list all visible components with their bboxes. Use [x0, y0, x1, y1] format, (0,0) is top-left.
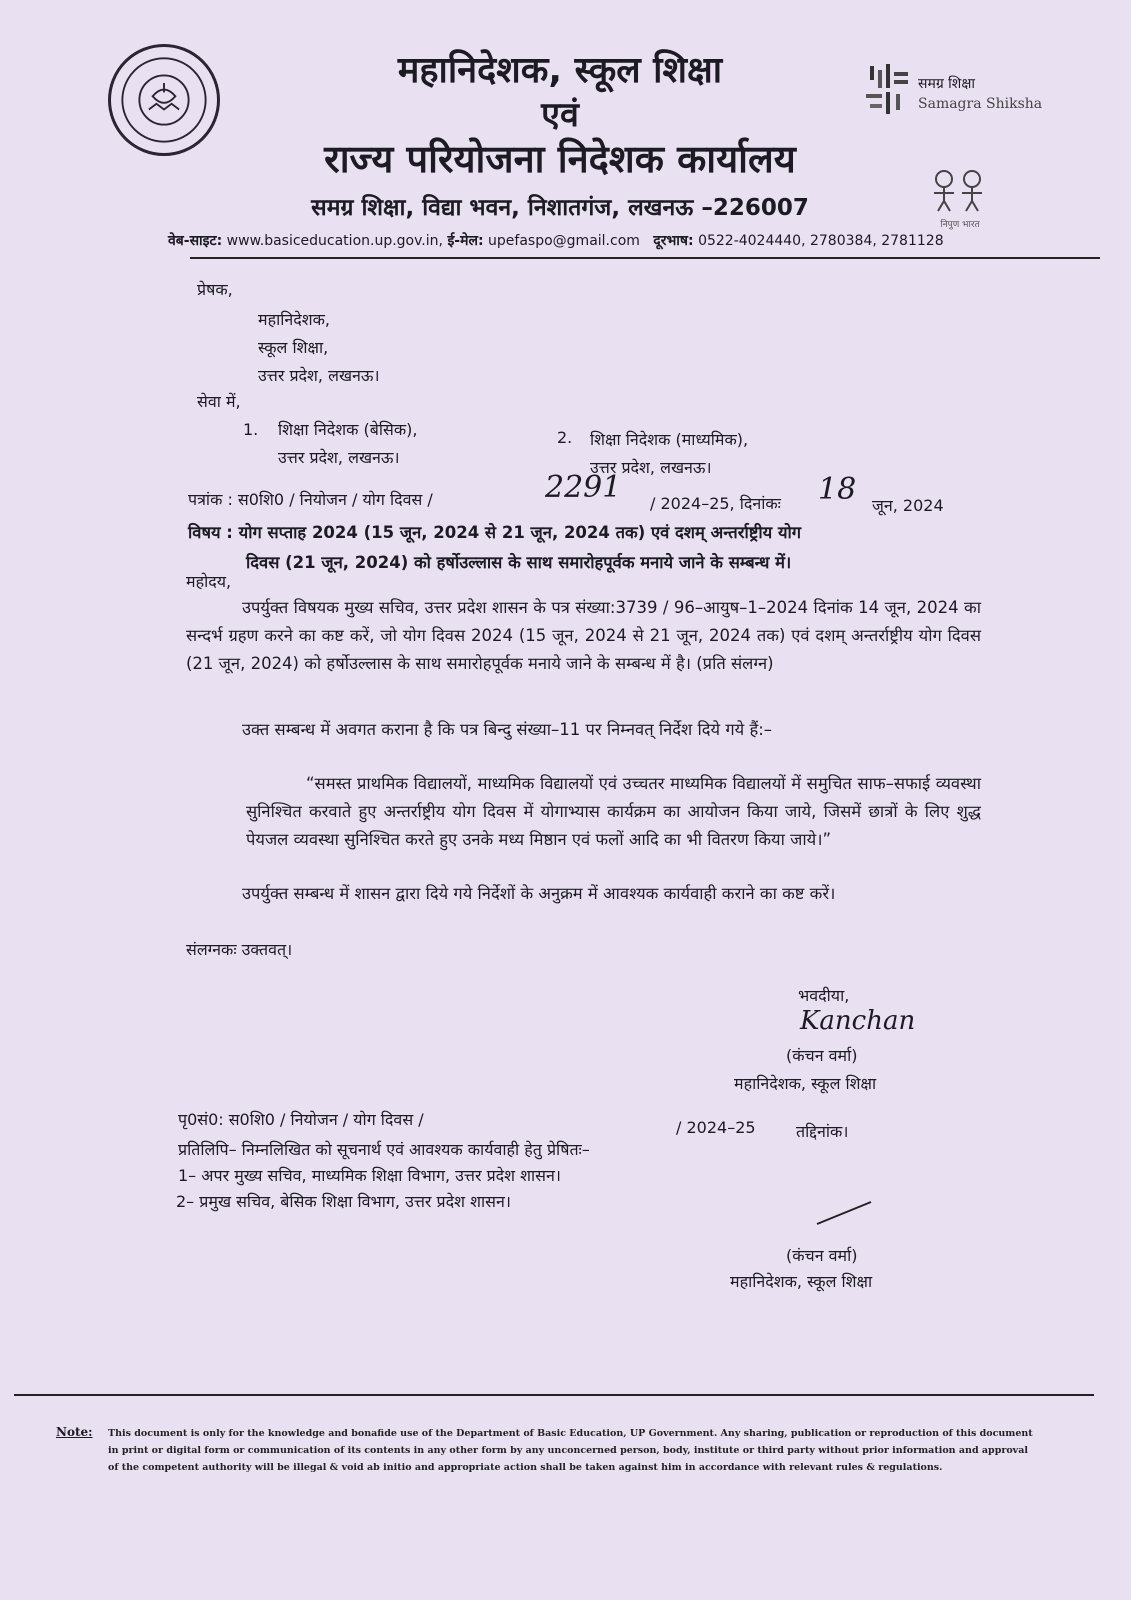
salutation: महोदय, [186, 572, 232, 591]
header-address: समग्र शिक्षा, विद्या भवन, निशातगंज, लखनऊ –226007 [311, 195, 809, 221]
header-title-line1: महानिदेशक, स्कूल शिक्षा [397, 50, 723, 91]
copy-signoff-designation: महानिदेशक, स्कूल शिक्षा [730, 1272, 873, 1291]
phone-numbers: 0522-4024440, 2780384, 2781128 [698, 233, 944, 249]
enclosure-line: संलग्नकः उक्तवत्। [186, 940, 293, 959]
samagra-hindi-label: समग्र शिक्षा [918, 76, 975, 92]
sender-line-3: उत्तर प्रदेश, लखनऊ। [258, 366, 380, 385]
body-paragraph-3: उपर्युक्त सम्बन्ध में शासन द्वारा दिये गये निर्देशों के अनुक्रम में आवश्यक कार्यवाही कराने का कष्ट करें। [242, 884, 836, 903]
samagra-shiksha-logo [866, 64, 1066, 124]
recipient-2-number: 2. [557, 428, 573, 447]
footer-divider [14, 1394, 1094, 1396]
subject-line-2: दिवस (21 जून, 2024) को हर्षोउल्लास के साथ समारोहपूर्वक मनाये जाने के सम्बन्ध में। [246, 553, 792, 572]
nipun-bharat-label: निपुण भारत [940, 220, 980, 230]
phone-label: दूरभाष: [653, 233, 694, 249]
sender-label: प्रेषक, [197, 280, 233, 299]
reference-date-handwritten: 18 [818, 472, 857, 507]
reference-year: / 2024–25, दिनांकः [650, 494, 781, 513]
recipient-2-line2: उत्तर प्रदेश, लखनऊ। [590, 458, 712, 477]
nipun-bharat-logo [920, 165, 1000, 235]
reference-month: जून, 2024 [872, 496, 944, 515]
footer-note-label: Note: [56, 1425, 93, 1439]
samagra-logo-icon [866, 64, 914, 120]
header-title-line2: एवं [541, 95, 579, 135]
copy-item-2: 2– प्रमुख सचिव, बेसिक शिक्षा विभाग, उत्तर प्रदेश शासन। [176, 1192, 511, 1211]
samagra-english-label: Samagra Shiksha [918, 96, 1043, 112]
signoff-designation: महानिदेशक, स्कूल शिक्षा [734, 1074, 877, 1093]
recipients-label: सेवा में, [197, 392, 241, 411]
reference-number-handwritten: 2291 [545, 470, 622, 505]
closing: भवदीया, [798, 986, 850, 1005]
copy-reference-year: / 2024–25 [676, 1118, 756, 1137]
subject-line-1: विषय : योग सप्ताह 2024 (15 जून, 2024 से 21 जून, 2024 तक) एवं दशम् अन्तर्राष्ट्रीय योग [188, 523, 802, 542]
sender-line-2: स्कूल शिक्षा, [258, 338, 329, 357]
copy-signoff-name: (कंचन वर्मा) [786, 1246, 858, 1265]
signoff-name: (कंचन वर्मा) [786, 1046, 858, 1065]
header-divider [190, 257, 1100, 259]
children-icon [920, 165, 1000, 215]
email-link[interactable]: upefaspo@gmail.com [488, 233, 640, 249]
body-paragraph-2: उक्त सम्बन्ध में अवगत कराना है कि पत्र बिन्दु संख्या–11 पर निम्नवत् निर्देश दिये गये हैं:– [242, 720, 773, 739]
recipient-1-line1: शिक्षा निदेशक (बेसिक), [278, 420, 418, 439]
copy-reference: पृ0सं0: स0शि0 / नियोजन / योग दिवस / [178, 1110, 424, 1129]
header-title-line3: राज्य परियोजना निदेशक कार्यालय [324, 137, 796, 181]
initials-mark [815, 1198, 875, 1228]
signature: Kanchan [800, 1006, 916, 1036]
recipient-2-line1: शिक्षा निदेशक (माध्यमिक), [590, 430, 749, 449]
email-label: ई-मेल: [447, 233, 484, 249]
recipient-1-line2: उत्तर प्रदेश, लखनऊ। [278, 448, 400, 467]
body-paragraph-1: उपर्युक्त विषयक मुख्य सचिव, उत्तर प्रदेश शासन के पत्र संख्या:3739 / 96–आयुष–1–2024 दिनांक 14 जून, 2024 का सन्दर्भ ग्रहण करने का कष्ट करें, जो योग दिवस 2024 (15 जून, 2024 से 21 जून, 2024 तक) एवं दशम् अन्तर्राष्ट्रीय योग दिवस (21 जून, 2024) को हर्षोउल्लास के साथ समारोहपूर्वक मनाये जाने के सम्बन्ध में है। (प्रति संलग्न) [186, 598, 981, 673]
copy-reference-date: तद्दिनांक। [796, 1122, 849, 1141]
body-quote: “समस्त प्राथमिक विद्यालयों, माध्यमिक विद्यालयों एवं उच्चतर माध्यमिक विद्यालयों में समुचित साफ–सफाई व्यवस्था सुनिश्चित करवाते हुए अन्तर्राष्ट्रीय योग दिवस में योगाभ्यास कार्यक्रम का आयोजन किया जाये, जिसमें छात्रों के लिए शुद्ध पेयजल व्यवस्था सुनिश्चित करते हुए उनके मध्य मिष्ठान एवं फलों आदि का भी वितरण किया जाये।” [246, 774, 981, 849]
recipient-1-number: 1. [243, 420, 259, 439]
sender-line-1: महानिदेशक, [258, 310, 330, 329]
website-link[interactable]: www.basiceducation.up.gov.in, [226, 233, 443, 249]
footer-note-text: This document is only for the knowledge and bonafide use of the Department of Basic Education, UP Government. Any sharing, publication or reproduction of this document in print or digital form or communication of its contents in any other form by any unconcerned person, body, institute or third party without prior information and approval of the competent authority will be illegal & void ab initio and appropriate action shall be taken against him in accordance with relevant rules & regulations. [108, 1428, 1033, 1473]
reference-patrank: पत्रांक : स0शि0 / नियोजन / योग दिवस / [188, 490, 433, 509]
website-label: वेब-साइट: [168, 233, 223, 249]
contact-line [168, 231, 988, 250]
copy-pratilipi: प्रतिलिपि– निम्नलिखित को सूचनार्थ एवं आवश्यक कार्यवाही हेतु प्रेषितः– [178, 1140, 590, 1159]
copy-item-1: 1– अपर मुख्य सचिव, माध्यमिक शिक्षा विभाग, उत्तर प्रदेश शासन। [178, 1166, 561, 1185]
